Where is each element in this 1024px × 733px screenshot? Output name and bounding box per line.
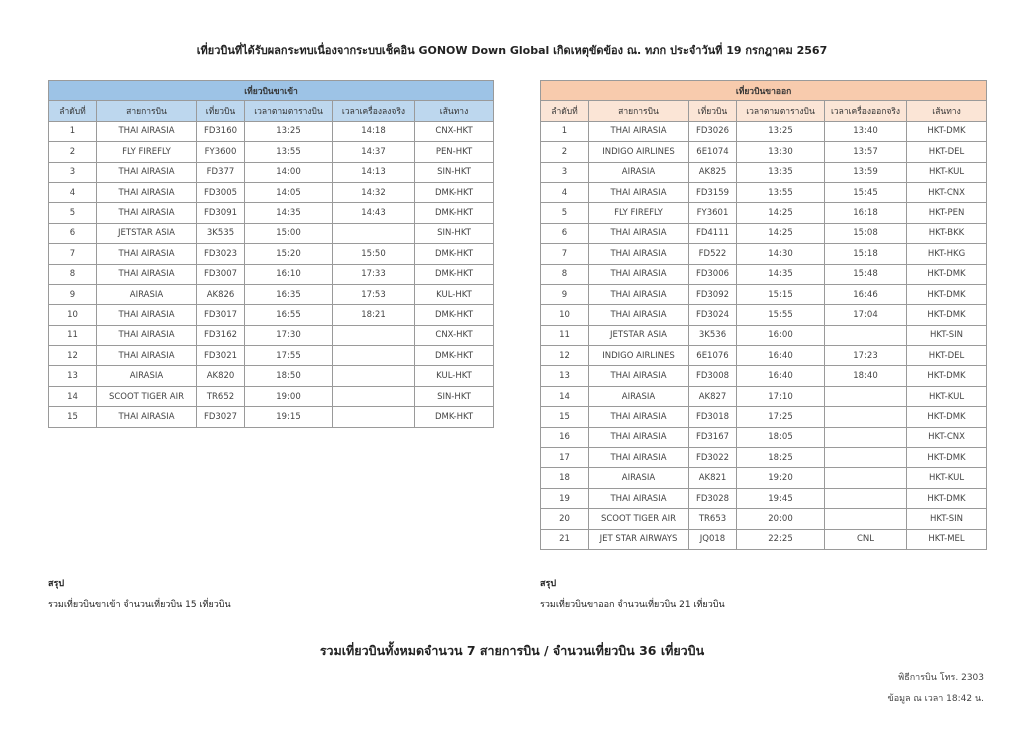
cell-seq: 3: [49, 162, 97, 182]
cell-actual: 14:37: [333, 142, 415, 162]
cell-route: HKT-CNX: [907, 427, 987, 447]
cell-route: HKT-DMK: [907, 366, 987, 386]
cell-seq: 14: [49, 386, 97, 406]
cell-actual: 17:33: [333, 264, 415, 284]
col-header-route: เส้นทาง: [907, 101, 987, 121]
table-row: [49, 325, 494, 345]
cell-airline: THAI AIRASIA: [589, 244, 689, 264]
col-header-actual-departure: เวลาเครื่องออกจริง: [825, 101, 907, 121]
cell-actual: 13:59: [825, 162, 907, 182]
cell-route: HKT-DMK: [907, 448, 987, 468]
departures-header-row: [541, 101, 987, 121]
cell-seq: 12: [541, 346, 589, 366]
cell-route: DMK-HKT: [415, 346, 494, 366]
cell-airline: THAI AIRASIA: [589, 121, 689, 141]
col-header-flight: เที่ยวบิน: [689, 101, 737, 121]
cell-route: DMK-HKT: [415, 182, 494, 202]
cell-scheduled: 19:20: [737, 468, 825, 488]
cell-scheduled: 14:35: [737, 264, 825, 284]
cell-route: HKT-SIN: [907, 509, 987, 529]
table-row: [541, 346, 987, 366]
cell-route: SIN-HKT: [415, 162, 494, 182]
cell-route: HKT-DEL: [907, 142, 987, 162]
cell-scheduled: 13:25: [737, 121, 825, 141]
cell-airline: JET STAR AIRWAYS: [589, 529, 689, 549]
departures-caption: เที่ยวบินขาออก: [541, 81, 987, 101]
cell-scheduled: 14:25: [737, 223, 825, 243]
cell-route: SIN-HKT: [415, 223, 494, 243]
table-row: [541, 162, 987, 182]
cell-scheduled: 16:40: [737, 346, 825, 366]
table-row: [49, 407, 494, 427]
cell-actual: 16:46: [825, 284, 907, 304]
cell-scheduled: 19:15: [245, 407, 333, 427]
cell-scheduled: 16:55: [245, 305, 333, 325]
col-header-seq: ลำดับที่: [541, 101, 589, 121]
cell-airline: THAI AIRASIA: [589, 223, 689, 243]
cell-airline: THAI AIRASIA: [589, 488, 689, 508]
cell-airline: JETSTAR ASIA: [97, 223, 197, 243]
table-row: [541, 325, 987, 345]
cell-route: HKT-SIN: [907, 325, 987, 345]
cell-scheduled: 18:50: [245, 366, 333, 386]
cell-route: SIN-HKT: [415, 386, 494, 406]
cell-seq: 12: [49, 346, 97, 366]
cell-seq: 18: [541, 468, 589, 488]
cell-flight: FD3024: [689, 305, 737, 325]
cell-seq: 4: [49, 182, 97, 202]
cell-actual: 14:32: [333, 182, 415, 202]
page-title: เที่ยวบินที่ได้รับผลกระทบเนื่องจากระบบเช็คอิน GONOW Down Global เกิดเหตุขัดข้อง ณ. ทภก ประจำวันที่ 19 กรกฎาคม 2567: [196, 44, 828, 57]
cell-airline: THAI AIRASIA: [589, 264, 689, 284]
cell-flight: TR652: [197, 386, 245, 406]
cell-route: CNX-HKT: [415, 121, 494, 141]
cell-airline: THAI AIRASIA: [97, 162, 197, 182]
table-row: [49, 142, 494, 162]
table-row: [541, 488, 987, 508]
cell-seq: 17: [541, 448, 589, 468]
cell-airline: THAI AIRASIA: [97, 407, 197, 427]
cell-flight: AK826: [197, 284, 245, 304]
cell-route: DMK-HKT: [415, 407, 494, 427]
cell-actual: [333, 386, 415, 406]
cell-route: DMK-HKT: [415, 203, 494, 223]
cell-seq: 15: [49, 407, 97, 427]
arrivals-table: [48, 80, 494, 428]
cell-airline: INDIGO AIRLINES: [589, 346, 689, 366]
cell-actual: [825, 325, 907, 345]
cell-flight: TR653: [689, 509, 737, 529]
cell-actual: 13:40: [825, 121, 907, 141]
col-header-airline: สายการบิน: [97, 101, 197, 121]
cell-route: HKT-DMK: [907, 407, 987, 427]
cell-seq: 10: [49, 305, 97, 325]
cell-seq: 6: [49, 223, 97, 243]
cell-scheduled: 18:05: [737, 427, 825, 447]
table-row: [541, 509, 987, 529]
cell-airline: FLY FIREFLY: [97, 142, 197, 162]
cell-scheduled: 15:00: [245, 223, 333, 243]
cell-flight: FD3006: [689, 264, 737, 284]
cell-flight: FD4111: [689, 223, 737, 243]
cell-flight: FD522: [689, 244, 737, 264]
table-row: [541, 468, 987, 488]
cell-airline: THAI AIRASIA: [97, 203, 197, 223]
cell-seq: 5: [49, 203, 97, 223]
cell-route: HKT-BKK: [907, 223, 987, 243]
cell-actual: [825, 427, 907, 447]
cell-airline: THAI AIRASIA: [589, 182, 689, 202]
cell-route: CNX-HKT: [415, 325, 494, 345]
table-row: [49, 244, 494, 264]
cell-flight: 6E1074: [689, 142, 737, 162]
cell-route: PEN-HKT: [415, 142, 494, 162]
table-row: [541, 366, 987, 386]
footer-timestamp: ข้อมูล ณ เวลา 18:42 น.: [887, 694, 984, 704]
cell-scheduled: 14:25: [737, 203, 825, 223]
cell-actual: 14:13: [333, 162, 415, 182]
cell-route: HKT-DEL: [907, 346, 987, 366]
cell-route: HKT-HKG: [907, 244, 987, 264]
cell-actual: CNL: [825, 529, 907, 549]
departures-summary-text: รวมเที่ยวบินขาออก จำนวนเที่ยวบิน 21 เที่ยวบิน: [540, 600, 725, 610]
cell-flight: FD3023: [197, 244, 245, 264]
col-header-scheduled: เวลาตามตารางบิน: [245, 101, 333, 121]
footer-office: พิธีการบิน โทร. 2303: [898, 673, 984, 683]
cell-seq: 1: [49, 121, 97, 141]
cell-seq: 19: [541, 488, 589, 508]
cell-actual: [333, 346, 415, 366]
cell-scheduled: 14:35: [245, 203, 333, 223]
table-row: [541, 264, 987, 284]
cell-route: HKT-KUL: [907, 468, 987, 488]
table-row: [49, 121, 494, 141]
cell-airline: THAI AIRASIA: [589, 448, 689, 468]
cell-flight: AK825: [689, 162, 737, 182]
cell-flight: AK820: [197, 366, 245, 386]
col-header-seq: ลำดับที่: [49, 101, 97, 121]
cell-actual: [333, 223, 415, 243]
cell-seq: 15: [541, 407, 589, 427]
table-row: [541, 223, 987, 243]
table-row: [49, 162, 494, 182]
cell-actual: 14:18: [333, 121, 415, 141]
cell-flight: FY3600: [197, 142, 245, 162]
cell-flight: AK821: [689, 468, 737, 488]
cell-scheduled: 15:15: [737, 284, 825, 304]
cell-actual: 15:08: [825, 223, 907, 243]
cell-route: HKT-PEN: [907, 203, 987, 223]
grand-total: รวมเที่ยวบินทั้งหมดจำนวน 7 สายการบิน / จำนวนเที่ยวบิน 36 เที่ยวบิน: [319, 643, 705, 658]
table-row: [541, 427, 987, 447]
cell-flight: 6E1076: [689, 346, 737, 366]
cell-route: HKT-MEL: [907, 529, 987, 549]
cell-actual: [825, 509, 907, 529]
cell-seq: 2: [541, 142, 589, 162]
cell-actual: [825, 448, 907, 468]
cell-actual: 15:48: [825, 264, 907, 284]
cell-seq: 21: [541, 529, 589, 549]
cell-flight: FD3007: [197, 264, 245, 284]
cell-airline: THAI AIRASIA: [589, 366, 689, 386]
cell-route: HKT-DMK: [907, 284, 987, 304]
cell-airline: AIRASIA: [589, 468, 689, 488]
cell-actual: [333, 407, 415, 427]
cell-flight: FD3008: [689, 366, 737, 386]
cell-route: DMK-HKT: [415, 264, 494, 284]
cell-airline: THAI AIRASIA: [97, 121, 197, 141]
cell-seq: 7: [49, 244, 97, 264]
cell-seq: 7: [541, 244, 589, 264]
cell-seq: 5: [541, 203, 589, 223]
cell-scheduled: 17:10: [737, 386, 825, 406]
table-row: [541, 448, 987, 468]
cell-route: HKT-CNX: [907, 182, 987, 202]
cell-scheduled: 22:25: [737, 529, 825, 549]
cell-seq: 14: [541, 386, 589, 406]
cell-scheduled: 15:55: [737, 305, 825, 325]
cell-airline: THAI AIRASIA: [589, 284, 689, 304]
cell-airline: THAI AIRASIA: [589, 407, 689, 427]
cell-airline: THAI AIRASIA: [97, 264, 197, 284]
cell-airline: THAI AIRASIA: [97, 182, 197, 202]
cell-actual: [825, 407, 907, 427]
table-row: [49, 264, 494, 284]
cell-flight: FD3005: [197, 182, 245, 202]
col-header-route: เส้นทาง: [415, 101, 494, 121]
cell-actual: 18:21: [333, 305, 415, 325]
cell-airline: SCOOT TIGER AIR: [589, 509, 689, 529]
table-row: [49, 182, 494, 202]
cell-airline: INDIGO AIRLINES: [589, 142, 689, 162]
cell-route: HKT-DMK: [907, 121, 987, 141]
cell-seq: 1: [541, 121, 589, 141]
cell-actual: 18:40: [825, 366, 907, 386]
arrivals-summary-text: รวมเที่ยวบินขาเข้า จำนวนเที่ยวบิน 15 เที่ยวบิน: [48, 600, 231, 610]
cell-actual: [333, 366, 415, 386]
cell-scheduled: 19:45: [737, 488, 825, 508]
cell-flight: JQ018: [689, 529, 737, 549]
cell-route: HKT-DMK: [907, 488, 987, 508]
cell-actual: 14:43: [333, 203, 415, 223]
cell-flight: FD3092: [689, 284, 737, 304]
cell-airline: THAI AIRASIA: [97, 305, 197, 325]
table-row: [49, 305, 494, 325]
col-header-scheduled: เวลาตามตารางบิน: [737, 101, 825, 121]
cell-seq: 13: [541, 366, 589, 386]
arrivals-header-row: [49, 101, 494, 121]
cell-route: DMK-HKT: [415, 305, 494, 325]
cell-seq: 8: [49, 264, 97, 284]
cell-scheduled: 17:55: [245, 346, 333, 366]
cell-airline: THAI AIRASIA: [589, 305, 689, 325]
cell-seq: 11: [49, 325, 97, 345]
cell-scheduled: 15:20: [245, 244, 333, 264]
table-row: [541, 305, 987, 325]
cell-airline: AIRASIA: [97, 284, 197, 304]
arrivals-caption: เที่ยวบินขาเข้า: [49, 81, 494, 101]
cell-airline: THAI AIRASIA: [97, 346, 197, 366]
cell-airline: THAI AIRASIA: [97, 244, 197, 264]
cell-actual: 15:18: [825, 244, 907, 264]
cell-scheduled: 16:10: [245, 264, 333, 284]
cell-flight: FY3601: [689, 203, 737, 223]
cell-actual: [825, 386, 907, 406]
departures-table: [540, 80, 987, 550]
cell-seq: 3: [541, 162, 589, 182]
cell-airline: AIRASIA: [589, 386, 689, 406]
table-row: [541, 203, 987, 223]
table-row: [541, 284, 987, 304]
table-row: [49, 386, 494, 406]
table-row: [541, 142, 987, 162]
cell-scheduled: 14:30: [737, 244, 825, 264]
cell-seq: 9: [541, 284, 589, 304]
cell-seq: 20: [541, 509, 589, 529]
cell-flight: 3K536: [689, 325, 737, 345]
cell-scheduled: 20:00: [737, 509, 825, 529]
table-row: [49, 366, 494, 386]
cell-airline: FLY FIREFLY: [589, 203, 689, 223]
cell-route: HKT-KUL: [907, 386, 987, 406]
table-row: [541, 182, 987, 202]
cell-scheduled: 17:30: [245, 325, 333, 345]
cell-airline: THAI AIRASIA: [589, 427, 689, 447]
cell-seq: 8: [541, 264, 589, 284]
cell-route: KUL-HKT: [415, 366, 494, 386]
cell-route: HKT-KUL: [907, 162, 987, 182]
table-row: [49, 284, 494, 304]
cell-route: HKT-DMK: [907, 305, 987, 325]
cell-flight: FD3021: [197, 346, 245, 366]
col-header-flight: เที่ยวบิน: [197, 101, 245, 121]
cell-flight: FD3026: [689, 121, 737, 141]
cell-actual: 15:45: [825, 182, 907, 202]
cell-flight: FD3017: [197, 305, 245, 325]
cell-flight: FD3027: [197, 407, 245, 427]
cell-airline: JETSTAR ASIA: [589, 325, 689, 345]
cell-route: DMK-HKT: [415, 244, 494, 264]
cell-airline: THAI AIRASIA: [97, 325, 197, 345]
cell-scheduled: 16:40: [737, 366, 825, 386]
cell-seq: 2: [49, 142, 97, 162]
cell-scheduled: 13:35: [737, 162, 825, 182]
cell-scheduled: 18:25: [737, 448, 825, 468]
cell-scheduled: 13:55: [245, 142, 333, 162]
cell-scheduled: 13:55: [737, 182, 825, 202]
cell-flight: FD377: [197, 162, 245, 182]
cell-flight: FD3159: [689, 182, 737, 202]
col-header-airline: สายการบิน: [589, 101, 689, 121]
cell-flight: FD3022: [689, 448, 737, 468]
cell-flight: FD3028: [689, 488, 737, 508]
col-header-actual-landing: เวลาเครื่องลงจริง: [333, 101, 415, 121]
table-row: [49, 346, 494, 366]
cell-airline: AIRASIA: [589, 162, 689, 182]
cell-scheduled: 19:00: [245, 386, 333, 406]
table-row: [541, 121, 987, 141]
cell-flight: AK827: [689, 386, 737, 406]
cell-flight: 3K535: [197, 223, 245, 243]
cell-seq: 11: [541, 325, 589, 345]
cell-seq: 13: [49, 366, 97, 386]
cell-flight: FD3162: [197, 325, 245, 345]
cell-scheduled: 17:25: [737, 407, 825, 427]
cell-route: KUL-HKT: [415, 284, 494, 304]
cell-actual: [825, 468, 907, 488]
cell-scheduled: 14:05: [245, 182, 333, 202]
cell-airline: SCOOT TIGER AIR: [97, 386, 197, 406]
departures-summary-label: สรุป: [540, 579, 557, 589]
cell-scheduled: 16:00: [737, 325, 825, 345]
cell-route: HKT-DMK: [907, 264, 987, 284]
arrivals-summary-label: สรุป: [48, 579, 65, 589]
cell-seq: 4: [541, 182, 589, 202]
cell-actual: [825, 488, 907, 508]
cell-flight: FD3167: [689, 427, 737, 447]
table-row: [49, 203, 494, 223]
cell-actual: 17:04: [825, 305, 907, 325]
cell-airline: AIRASIA: [97, 366, 197, 386]
cell-seq: 10: [541, 305, 589, 325]
table-row: [49, 223, 494, 243]
cell-scheduled: 13:30: [737, 142, 825, 162]
cell-actual: 15:50: [333, 244, 415, 264]
cell-actual: [333, 325, 415, 345]
table-row: [541, 386, 987, 406]
cell-seq: 16: [541, 427, 589, 447]
cell-flight: FD3160: [197, 121, 245, 141]
cell-seq: 9: [49, 284, 97, 304]
cell-actual: 17:23: [825, 346, 907, 366]
cell-scheduled: 13:25: [245, 121, 333, 141]
table-row: [541, 529, 987, 549]
cell-actual: 17:53: [333, 284, 415, 304]
table-row: [541, 244, 987, 264]
cell-scheduled: 16:35: [245, 284, 333, 304]
cell-seq: 6: [541, 223, 589, 243]
cell-scheduled: 14:00: [245, 162, 333, 182]
table-row: [541, 407, 987, 427]
cell-flight: FD3091: [197, 203, 245, 223]
cell-flight: FD3018: [689, 407, 737, 427]
cell-actual: 13:57: [825, 142, 907, 162]
cell-actual: 16:18: [825, 203, 907, 223]
